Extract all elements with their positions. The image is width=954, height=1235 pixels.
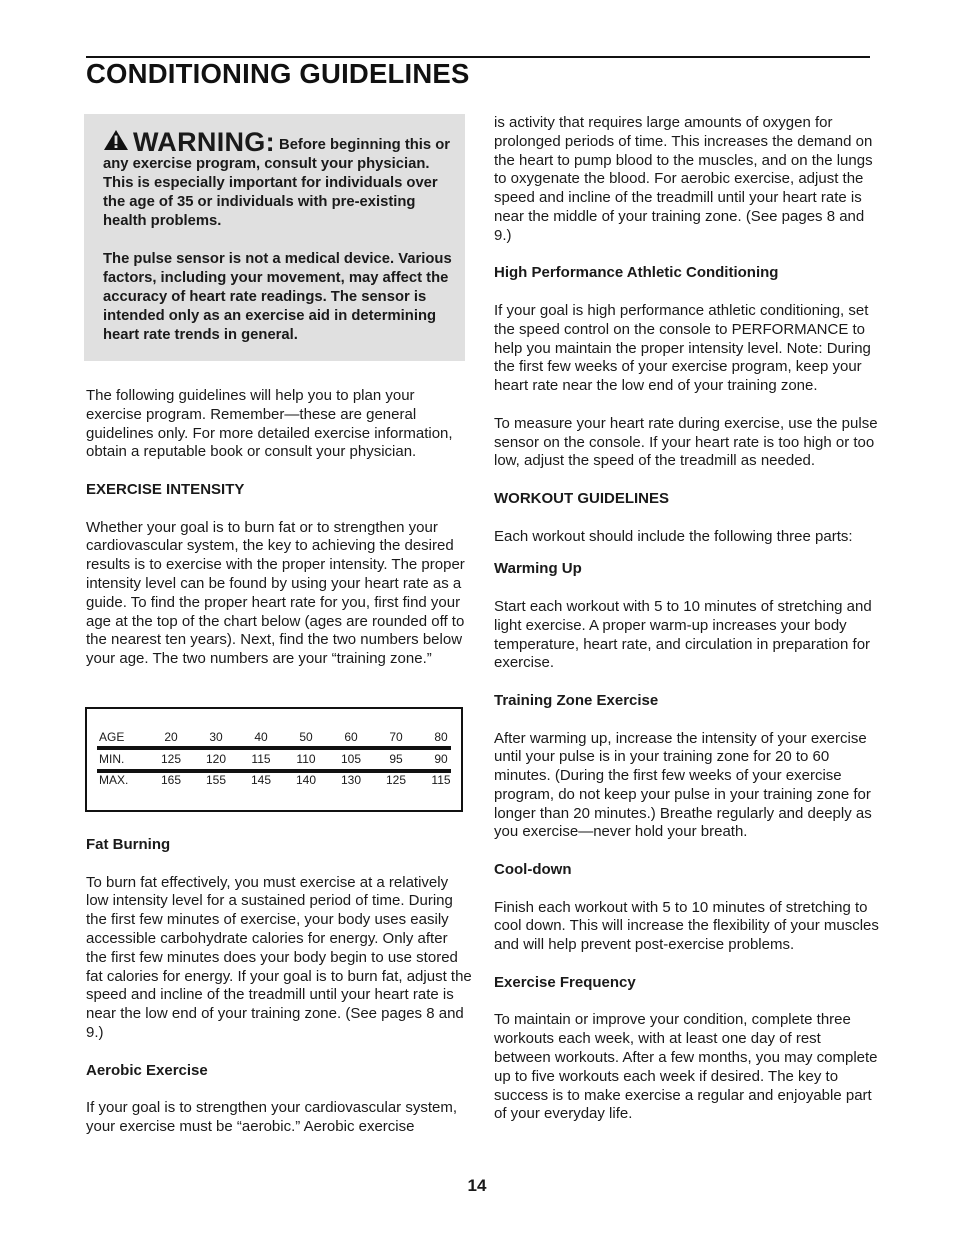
training-zone-heading: Training Zone Exercise — [494, 691, 659, 709]
chart-cell: 105 — [340, 752, 362, 766]
chart-cell: 140 — [295, 773, 317, 787]
warning-para2: The pulse sensor is not a medical device. Various factors, including your movement, may affect the accuracy of heart rate readings. The sensor is intended only as an exercise aid in determining heart rate trends in general. — [103, 250, 452, 343]
aerobic-paragraph-start: If your goal is to strengthen your cardiovascular system, your exercise must be “aerobic.” Aerobic exercise — [86, 1099, 458, 1135]
heart-rate-measure-paragraph: To measure your heart rate during exercise, use the pulse sensor on the console. If your heart rate is too high or too low, adjust the speed of the treadmill as needed. — [494, 414, 878, 470]
exercise-intensity-heading: EXERCISE INTENSITY — [86, 480, 245, 498]
chart-cell: 50 — [299, 730, 313, 744]
chart-row-label: MIN. — [99, 752, 125, 766]
cool-down-paragraph: Finish each workout with 5 to 10 minutes of stretching to cool down. This will increase the flexibility of your muscles and will help prevent post-exercise problems. — [494, 898, 879, 954]
cool-down-heading: Cool-down — [494, 861, 572, 879]
chart-cell: 120 — [205, 752, 227, 766]
right-column — [494, 114, 880, 1124]
chart-cell: 70 — [389, 730, 403, 744]
warning-para1: this or any exercise program, consult your physician. This is especially important for individuals over the age of 35 or individuals with pre-existing health problems. — [103, 137, 451, 229]
aerobic-heading: Aerobic Exercise — [86, 1061, 208, 1079]
chart-cell: 165 — [160, 773, 182, 787]
chart-row-label: AGE — [99, 730, 125, 744]
workout-guidelines-heading: WORKOUT GUIDELINES — [494, 489, 669, 507]
fat-burning-heading: Fat Burning — [86, 836, 171, 853]
heart-rate-chart — [85, 707, 463, 812]
warning-line — [103, 129, 453, 231]
warning-intro: Before beginning — [279, 137, 401, 153]
exercise-intensity-paragraph: Whether your goal is to burn fat or to strengthen your cardiovascular system, the key to achieving the desired results is to exercise with the proper intensity. The proper intensity level can be found by using your heart rate as a guide. To find the proper heart rate for you, first find your age at the top of the chart below (ages are rounded off to the nearest ten years). Next, find the two numbers below your age. The two numbers are your “training zone.” — [86, 518, 465, 668]
warning-box — [84, 114, 465, 361]
high-performance-paragraph: If your goal is high performance athletic conditioning, set the speed control on the console to PERFORMANCE to help you maintain the proper intensity level. Note: During the first few weeks of your exercise program, keep your heart rate near the low end of your training zone. — [494, 301, 871, 395]
training-zone-paragraph: After warming up, increase the intensity of your exercise until your pulse is in your training zone for 20 to 60 minutes. (During the first few weeks of your exercise program, do not keep your pulse in your training zone for longer than 20 minutes.) Breathe regularly and deeply as you exercise—never hold your breath. — [494, 729, 872, 841]
workout-guidelines-paragraph: Each workout should include the following three parts: — [494, 527, 853, 545]
chart-cell: 95 — [389, 752, 403, 766]
chart-row-min — [99, 749, 451, 768]
chart-cell: 115 — [251, 752, 271, 766]
warning-triangle-icon — [103, 129, 129, 151]
chart-cell: 155 — [205, 773, 227, 787]
chart-cell: 125 — [160, 752, 182, 766]
chart-cell: 130 — [340, 773, 362, 787]
chart-cell: 30 — [209, 730, 223, 744]
chart-cell: 60 — [344, 730, 358, 744]
chart-cell: 110 — [296, 752, 316, 766]
warning-content — [103, 129, 453, 345]
fat-burning-paragraph: To burn fat effectively, you must exercise at a relatively low intensity level for a sustained period of time. During the first few minutes of exercise, your body uses easily accessible carbohydrate calories for energy. Only after the first few minutes does your body begin to use stored fat calories for energy. If your goal is to burn fat, adjust the speed and incline of the treadmill until your heart rate is near the low end of your training zone. (See pages 8 and 9.) — [86, 873, 472, 1041]
chart-row-age — [99, 727, 451, 746]
chart-cell: 90 — [434, 752, 448, 766]
exercise-frequency-heading: Exercise Frequency — [494, 973, 636, 991]
chart-cell: 115 — [431, 773, 451, 787]
left-column — [86, 387, 472, 669]
intro-paragraph: The following guidelines will help you to plan your exercise program. Remember—these are general guidelines only. For more detailed exercise information, obtain a reputable book or consult your physician. — [86, 387, 453, 461]
chart-cell: 20 — [164, 730, 178, 744]
chart-cell: 125 — [385, 773, 407, 787]
chart-row-label: MAX. — [99, 773, 129, 787]
left-column-lower — [86, 836, 472, 1137]
aerobic-paragraph-cont: is activity that requires large amounts of oxygen for prolonged periods of time. This increases the demand on the heart to pump blood to the muscles, and on the lungs to oxygenate the blood. For aerobic exercise, adjust the speed and incline of the treadmill until your heart rate is near the middle of your training zone. (See pages 8 and 9.) — [494, 114, 873, 244]
warming-up-heading: Warming Up — [494, 560, 582, 578]
warming-up-paragraph: Start each workout with 5 to 10 minutes of stretching and light exercise. A proper warm-up increases your body temperature, heart rate, and circulation in preparation for exercise. — [494, 597, 872, 672]
page-title: CONDITIONING GUIDELINES — [86, 58, 470, 89]
chart-cell: 40 — [254, 730, 268, 744]
exercise-frequency-paragraph: To maintain or improve your condition, complete three workouts each week, with at least one day of rest between workouts. After a few months, you may complete up to five workouts each week if desired. The key to success is to make exercise a regular and enjoyable part of your everyday life. — [494, 1011, 878, 1123]
chart-cell: 80 — [434, 730, 448, 744]
chart-row-max — [99, 770, 451, 789]
chart-cell: 145 — [250, 773, 272, 787]
high-performance-heading: High Performance Athletic Conditioning — [494, 264, 779, 282]
page-number: 14 — [467, 1176, 487, 1195]
warning-heading: WARNING: — [133, 127, 275, 157]
